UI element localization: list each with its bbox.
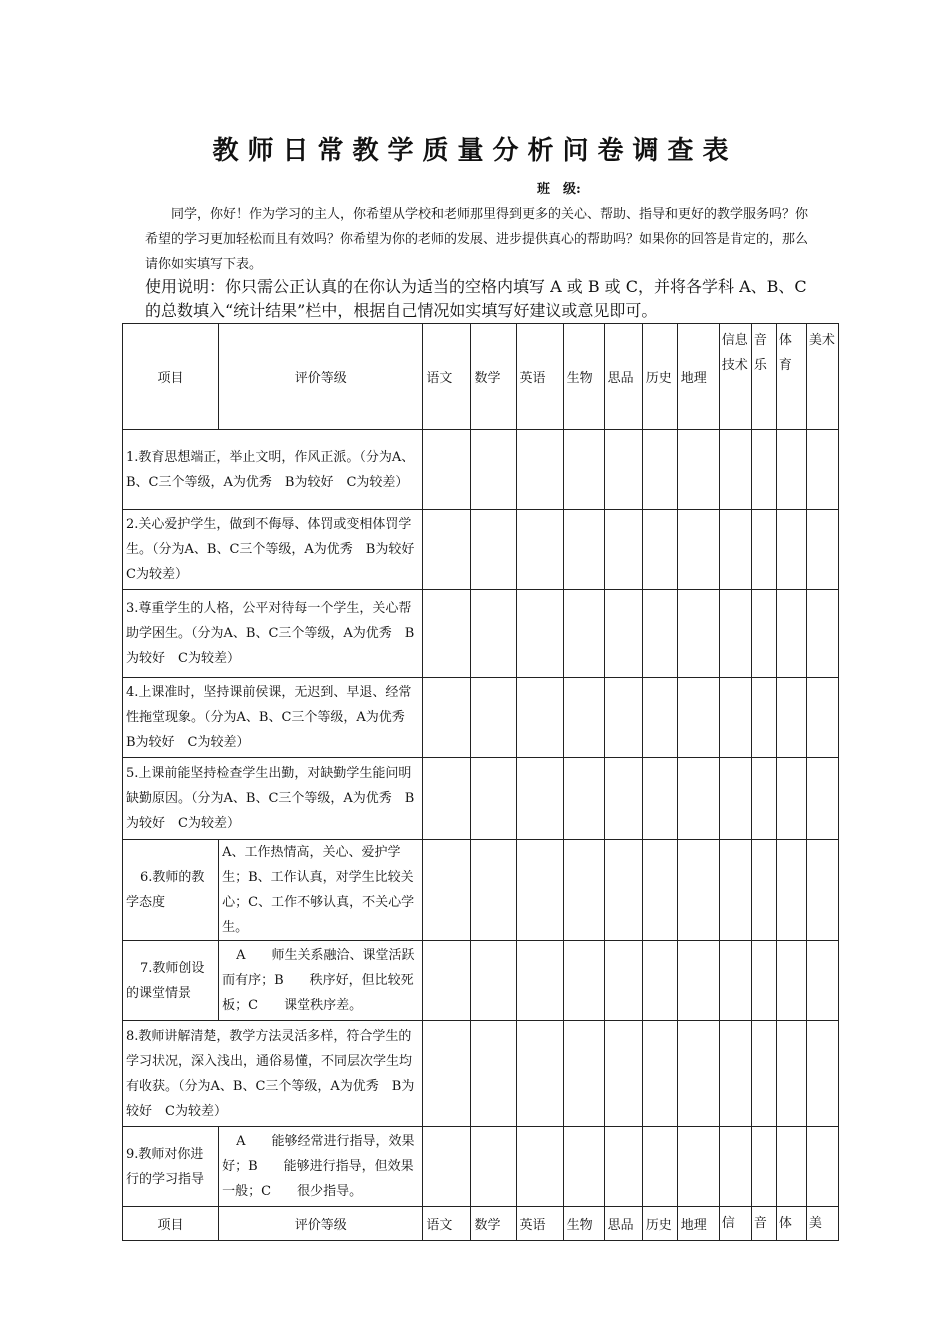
grade-7: A 师生关系融洽、课堂活跃而有序；B 秩序好，但比较死板；C 课堂秩序差。 [219,941,423,1021]
answer-cell[interactable] [516,840,563,941]
header-subject-math: 数学 [471,324,516,430]
answer-cell[interactable] [516,758,563,840]
table-row [123,678,839,758]
criterion-1: 1.教育思想端正，举止文明，作风正派。（分为A、B、C三个等级，A为优秀 B为较好 C为较差） [123,430,423,510]
answer-cell[interactable] [719,1021,751,1127]
answer-cell[interactable] [423,758,471,840]
answer-cell[interactable] [471,430,516,510]
answer-cell[interactable] [677,1127,719,1207]
answer-cell[interactable] [751,840,776,941]
answer-cell[interactable] [776,590,806,678]
criterion-8: 8.教师讲解清楚，教学方法灵活多样，符合学生的学习状况，深入浅出，通俗易懂，不同层次学生均有收获。（分为A、B、C三个等级，A为优秀 B为较好 C为较差） [123,1021,423,1127]
answer-cell[interactable] [423,1021,471,1127]
answer-cell[interactable] [751,1021,776,1127]
answer-cell[interactable] [806,1021,838,1127]
table-row [123,430,839,510]
footer-subject-music: 音 [751,1207,776,1241]
answer-cell[interactable] [423,678,471,758]
answer-cell[interactable] [563,758,604,840]
answer-cell[interactable] [806,430,838,510]
item-9: 9.教师对你进行的学习指导 [123,1127,219,1207]
answer-cell[interactable] [677,1021,719,1127]
answer-cell[interactable] [677,840,719,941]
answer-cell[interactable] [642,590,677,678]
answer-cell[interactable] [719,510,751,590]
answer-cell[interactable] [604,510,642,590]
criterion-4: 4.上课准时，坚持课前侯课，无迟到、早退、经常性拖堂现象。（分为A、B、C三个等级，A为优秀 B为较好 C为较差） [123,678,423,758]
header-grade: 评价等级 [219,324,423,430]
answer-cell[interactable] [604,678,642,758]
answer-cell[interactable] [604,758,642,840]
answer-cell[interactable] [751,590,776,678]
grade-6: A、工作热情高，关心、爱护学生；B、工作认真，对学生比较关心；C、工作不够认真，不关心学生。 [219,840,423,941]
footer-subject-chinese: 语文 [423,1207,471,1241]
answer-cell[interactable] [677,678,719,758]
answer-cell[interactable] [423,430,471,510]
answer-cell[interactable] [604,430,642,510]
answer-cell[interactable] [563,510,604,590]
table-row [123,590,839,678]
answer-cell[interactable] [516,1021,563,1127]
answer-cell[interactable] [642,840,677,941]
answer-cell[interactable] [516,510,563,590]
answer-cell[interactable] [751,678,776,758]
answer-cell[interactable] [677,758,719,840]
footer-subject-morality: 思品 [604,1207,642,1241]
answer-cell[interactable] [751,1127,776,1207]
answer-cell[interactable] [642,1021,677,1127]
answer-cell[interactable] [471,758,516,840]
table-row [123,1127,839,1207]
answer-cell[interactable] [719,840,751,941]
header-subject-history: 历史 [642,324,677,430]
intro-paragraph: 同学，你好！作为学习的主人，你希望从学校和老师那里得到更多的关心、帮助、指导和更好的教学服务吗？你希望的学习更加轻松而且有效吗？你希望为你的老师的发展、进步提供真心的帮助吗？如果你的回答是肯定的，那么请你如实填写下表。 [145,207,809,272]
answer-cell[interactable] [719,678,751,758]
footer-subject-geography: 地理 [677,1207,719,1241]
answer-cell[interactable] [776,678,806,758]
answer-cell[interactable] [776,1127,806,1207]
criterion-2: 2.关心爱护学生，做到不侮辱、体罚或变相体罚学生。（分为A、B、C三个等级，A为优秀 B为较好 C为较差） [123,510,423,590]
answer-cell[interactable] [719,1127,751,1207]
answer-cell[interactable] [642,430,677,510]
answer-cell[interactable] [642,1127,677,1207]
answer-cell[interactable] [719,941,751,1021]
answer-cell[interactable] [806,758,838,840]
answer-cell[interactable] [471,1021,516,1127]
answer-cell[interactable] [604,1021,642,1127]
footer-subject-art: 美 [806,1207,838,1241]
footer-subject-biology: 生物 [563,1207,604,1241]
table-footer-row [123,1207,839,1241]
table-row [123,1021,839,1127]
answer-cell[interactable] [604,840,642,941]
answer-cell[interactable] [423,510,471,590]
footer-item: 项目 [123,1207,219,1241]
answer-cell[interactable] [642,758,677,840]
header-subject-it: 信息技术 [719,324,751,430]
answer-cell[interactable] [719,590,751,678]
item-7: 7.教师创设的课堂情景 [123,941,219,1021]
answer-cell[interactable] [751,941,776,1021]
table-header-row [123,324,839,430]
header-subject-art: 美术 [806,324,838,430]
answer-cell[interactable] [563,840,604,941]
answer-cell[interactable] [516,430,563,510]
header-subject-morality: 思品 [604,324,642,430]
answer-cell[interactable] [677,941,719,1021]
answer-cell[interactable] [751,510,776,590]
header-subject-english: 英语 [516,324,563,430]
answer-cell[interactable] [776,758,806,840]
footer-subject-it: 信 [719,1207,751,1241]
answer-cell[interactable] [776,1021,806,1127]
answer-cell[interactable] [516,678,563,758]
footer-grade: 评价等级 [219,1207,423,1241]
answer-cell[interactable] [604,590,642,678]
answer-cell[interactable] [516,590,563,678]
answer-cell[interactable] [751,430,776,510]
answer-cell[interactable] [516,1127,563,1207]
answer-cell[interactable] [642,510,677,590]
answer-cell[interactable] [776,510,806,590]
footer-subject-english: 英语 [516,1207,563,1241]
table-row [123,840,839,941]
answer-cell[interactable] [471,840,516,941]
answer-cell[interactable] [423,941,471,1021]
answer-cell[interactable] [642,941,677,1021]
table-row [123,510,839,590]
criterion-5: 5.上课前能坚持检查学生出勤，对缺勤学生能问明缺勤原因。（分为A、B、C三个等级，A为优秀 B为较好 C为较差） [123,758,423,840]
answer-cell[interactable] [423,590,471,678]
header-subject-pe: 体育 [776,324,806,430]
header-item: 项目 [123,324,219,430]
footer-subject-history: 历史 [642,1207,677,1241]
answer-cell[interactable] [604,1127,642,1207]
footer-subject-math: 数学 [471,1207,516,1241]
page-title: 教师日常教学质量分析问卷调查表 [212,136,738,166]
answer-cell[interactable] [471,590,516,678]
answer-cell[interactable] [719,430,751,510]
answer-cell[interactable] [776,840,806,941]
answer-cell[interactable] [471,1127,516,1207]
survey-table [122,323,839,1241]
answer-cell[interactable] [563,1021,604,1127]
answer-cell[interactable] [642,678,677,758]
answer-cell[interactable] [677,510,719,590]
answer-cell[interactable] [806,678,838,758]
answer-cell[interactable] [563,430,604,510]
answer-cell[interactable] [563,678,604,758]
answer-cell[interactable] [806,510,838,590]
header-subject-music: 音乐 [751,324,776,430]
header-subject-chinese: 语文 [423,324,471,430]
criterion-3: 3.尊重学生的人格，公平对待每一个学生，关心帮助学困生。（分为A、B、C三个等级，A为优秀 B为较好 C为较差） [123,590,423,678]
answer-cell[interactable] [776,941,806,1021]
class-label: 班 级: [537,182,581,197]
header-subject-geography: 地理 [677,324,719,430]
table-row [123,941,839,1021]
answer-cell[interactable] [471,678,516,758]
answer-cell[interactable] [806,840,838,941]
answer-cell[interactable] [604,941,642,1021]
answer-cell[interactable] [806,1127,838,1207]
answer-cell[interactable] [423,1127,471,1207]
answer-cell[interactable] [563,941,604,1021]
footer-subject-pe: 体 [776,1207,806,1241]
answer-cell[interactable] [751,758,776,840]
answer-cell[interactable] [516,941,563,1021]
answer-cell[interactable] [563,1127,604,1207]
grade-9: A 能够经常进行指导，效果好；B 能够进行指导，但效果一般；C 很少指导。 [219,1127,423,1207]
answer-cell[interactable] [719,758,751,840]
answer-cell[interactable] [677,430,719,510]
answer-cell[interactable] [677,590,719,678]
answer-cell[interactable] [471,510,516,590]
table-row [123,758,839,840]
answer-cell[interactable] [471,941,516,1021]
answer-cell[interactable] [423,840,471,941]
answer-cell[interactable] [776,430,806,510]
header-subject-biology: 生物 [563,324,604,430]
usage-instructions: 使用说明：你只需公正认真的在你认为适当的空格内填写 A 或 B 或 C，并将各学科 A、B、C 的总数填入“统计结果”栏中，根据自己情况如实填写好建议或意见即可。 [145,277,807,320]
answer-cell[interactable] [806,590,838,678]
answer-cell[interactable] [806,941,838,1021]
item-6: 6.教师的教学态度 [123,840,219,941]
answer-cell[interactable] [563,590,604,678]
